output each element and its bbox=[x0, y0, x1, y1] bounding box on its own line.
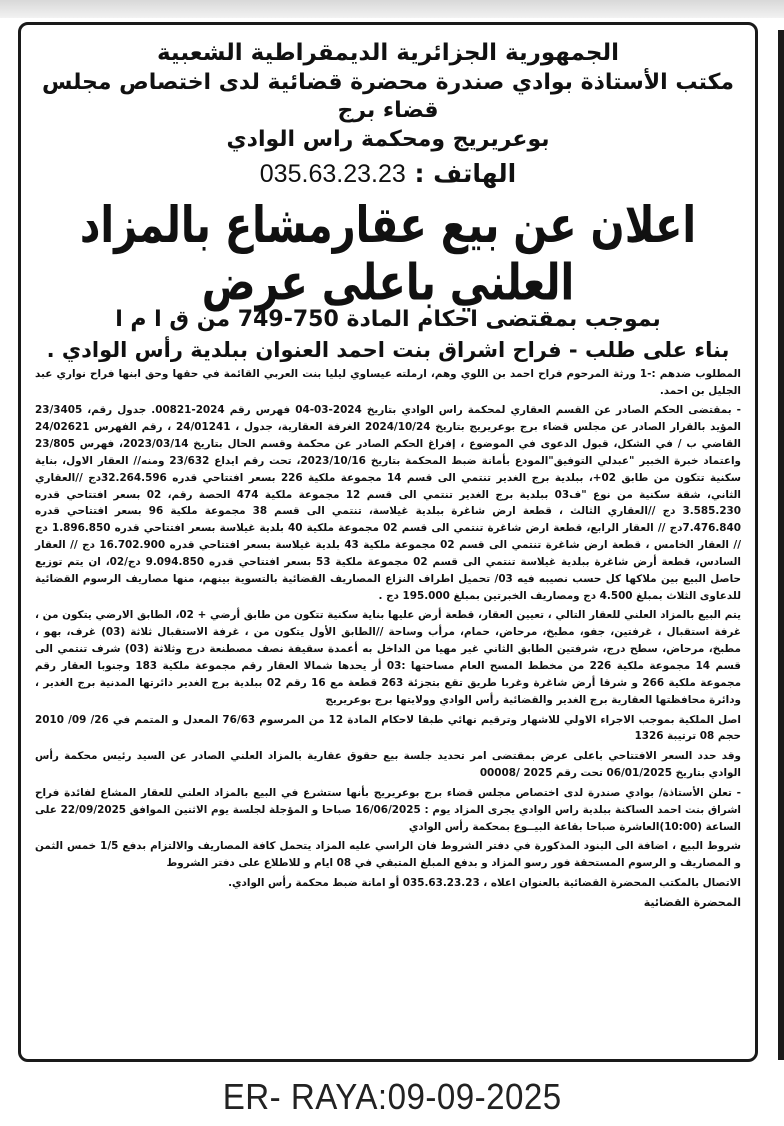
announcement-body bbox=[35, 366, 741, 892]
adjacent-column-edge bbox=[778, 30, 784, 1060]
body-paragraph: اصل الملكية بموجب الاجراء الاولي للاشهار وترقيم نهائي طبقا لاحكام المادة 12 من المرسوم 76/63 المعدل و المتمم في 26/ 09/ 2010 حجم 08 ترتيبة 1326 bbox=[35, 713, 741, 743]
announcement-frame bbox=[18, 22, 758, 1062]
legal-basis-subtitle: بموجب بمقتضى احكام المادة 750-749 من ق ا م ا bbox=[115, 306, 661, 332]
body-paragraph: يتم البيع بالمزاد العلني للعقار التالي ، تعيين العقار، قطعة أرض عليها بناية سكنية تتكون من طابق أرضي + 02، الطابق الارضي يتكون من ، غرفة استقبال ، غرفتين، جفو، مطبخ، مرحاض، حمام، مرأب وساحة //الطابق الأول يتكون من ، غرفة الاستقبال ثلاثة (03) غرف، بهو ، مطبخ، مرحاض، سطح درج، شرفتين الطابق الثاني غير مهيا من الداخل به أعمدة سقيفة نصف مصطنعة درج وثلاثة (03) شرف تنتمي الى قسم 14 مجموعة ملكية 226 من مخطط المسح العام مساحتها :03 أر يحدها شمالا العقار رقم مجموعة ملكية 183 وجنوبا العقار رقم مجموعة ملكية 266 و شرقا أرض شاغرة وغربا طريق تقع بتجزئة 263 قطعة مع 16 رقم 02 ببلدية برج الغدير دائرتها المدنية برج الغدير ، ودائرة محافظتها العقارية برج الغدير والقضائية رأس الوادي وولايتها برج بوعريريج bbox=[35, 609, 742, 706]
signature: المحضرة القضائية bbox=[643, 895, 741, 909]
body-paragraph: - بمقتضى الحكم الصادر عن القسم العقاري لمحكمة راس الوادي بتاريخ 2024-03-04 فهرس رقم 2024-00821. جدول رقم، 23/3405 المؤيد بالقرار الصادر عن مجلس قضاء برج بوعريريج بتاريخ 2024/10/24 الغرفة العقارية، جدول ، 24/01241 ، رقم الفهرس 24/02621 القاضي ب / في الشكل، قبول الدعوى في الموضوع ، إفراغ الحكم الصادر عن محكمة وقسم الحال بتاريخ 2023/03/14، فهرس 23/805 واعتماد خبرة الخبير "عبدلي التوفيق"المودع بأمانة ضبط المحكمة بتاريخ 2023/10/16، تحت رقم ايداع 23/632 ومنه// العقار الاول، بناية سكنية تتكون من طابق 02+، ببلدية برج الغدير تنتمي الى قسم 14 مجموعة ملكية 226 بسعر افتتاحي قدره 32.264.596دج //العقاري الثاني، شقة سكنية من نوع "ف03 ببلدية برج الغدير تنتمي الى قسم 12 مجموعة ملكية 474 الحصة رقم، 02 بسعر افتتاحي قدره 3.585.230 دج //العقاري الثالث ، قطعة ارض شاغرة ببلدية غيلاسة، تنتمي الى قسم 38 مجموعة ملكية 96 بسعر افتتاحي قدره 7.476.840دج // العقار الرابع، قطعة ارض شاغرة تنتمي الى قسم 02 مجموعة ملكية 40 بلدية غيلاسة بسعر افتتاحي قدره 1.896.850 دج // العقار الخامس ، قطعة ارض شاغرة تنتمي الى قسم 02 مجموعة ملكية 43 بلدية غيلاسة بسعر افتتاحي قدره 16.702.900 دج // العقار السادس، قطعة أرض شاغرة ببلدية غيلاسة تنتمي الى قسم 02 مجموعة ملكية 53 بسعر افتتاحي قدره 9.094.850 دج/02، ان يتم توزيع حاصل البيع بين ملاكها كل حسب نصيبه فيه 03/ تحميل اطراف النزاع المصاريف القضائية بالتسوية بينهم، منها مصاريف الرسوم القضائية للدعاوى الثلاث بمبلغ 4.500 دج ومصاريف الخبرتين بمبلغ 195.000 دج . bbox=[35, 404, 742, 602]
newspaper-date-footer bbox=[0, 1076, 784, 1118]
announcement-content bbox=[21, 25, 755, 909]
phone-label: الهاتف : bbox=[414, 158, 517, 188]
footer-text: ER- RAYA:09-09-2025 bbox=[222, 1076, 562, 1117]
phone-line bbox=[35, 159, 741, 189]
body-paragraph: المطلوب ضدهم :-1 ورثة المرحوم فراح احمد بن اللوي وهم، ارملته عيساوي ليليا بنت العربي القائمة في حقها وحق ابنها فراح نواري عبد الجليل بن احمد. bbox=[35, 367, 741, 397]
body-paragraph: الاتصال بالمكتب المحضرة القضائية بالعنوان اعلاه ، 035.63.23.23 أو امانة ضبط محكمة رأس الوادي. bbox=[228, 877, 741, 890]
office-heading: مكتب الأستاذة بوادي صندرة محضرة قضائية لدى اختصاص مجلس قضاء برج bbox=[41, 69, 735, 124]
phone-number: 035.63.23.23 bbox=[259, 159, 406, 188]
body-paragraph: شروط البيع ، اضافة الى البنود المذكورة في دفتر الشروط فان الراسي عليه المزاد يتحمل كافة المصاريف والالتزام بدفع 1/5 خمس الثمن و المصاريف و الرسوم المستحقة فور رسو المزاد و بدفع المبلغ المتبقي في 08 ايام و للاطلاع على دفتر الشروط bbox=[35, 840, 741, 870]
republic-heading: الجمهورية الجزائرية الديمقراطية الشعبية bbox=[156, 40, 620, 66]
top-page-strip bbox=[0, 0, 784, 18]
court-heading: بوعريريج ومحكمة راس الوادي bbox=[226, 127, 550, 153]
body-paragraph: وقد حدد السعر الافتتاحي باعلى عرض بمقتضى امر تحديد جلسة بيع حقوق عقارية بالمزاد العلني الصادر عن السيد رئيس محكمة رأس الوادي بتاريخ 06/01/2025 تحت رقم 2025 /00008 bbox=[35, 750, 741, 780]
body-paragraph: - تعلن الأستاذة/ بوادي صندرة لدى اختصاص مجلس قضاء برج بوعريريج بأنها ستشرع في البيع بالمزاد العلني للعقار المشاع لفائدة فراح اشراق بنت احمد الساكنة ببلدية راس الوادي يجرى المزاد يوم : 16/06/2025 صباحا و المؤجلة لجلسة يوم الاثنين الموافق 22/09/2025 على الساعة (10:00)العاشرة صباحا بقاعة البيــوع بمحكمة رأس الوادي bbox=[35, 786, 741, 833]
requester-line: بناء على طلب - فراح اشراق بنت احمد العنوان ببلدية رأس الوادي . bbox=[46, 337, 730, 362]
announcement-title: اعلان عن بيع عقارمشاع بالمزاد العلني باعلى عرض bbox=[79, 196, 697, 312]
